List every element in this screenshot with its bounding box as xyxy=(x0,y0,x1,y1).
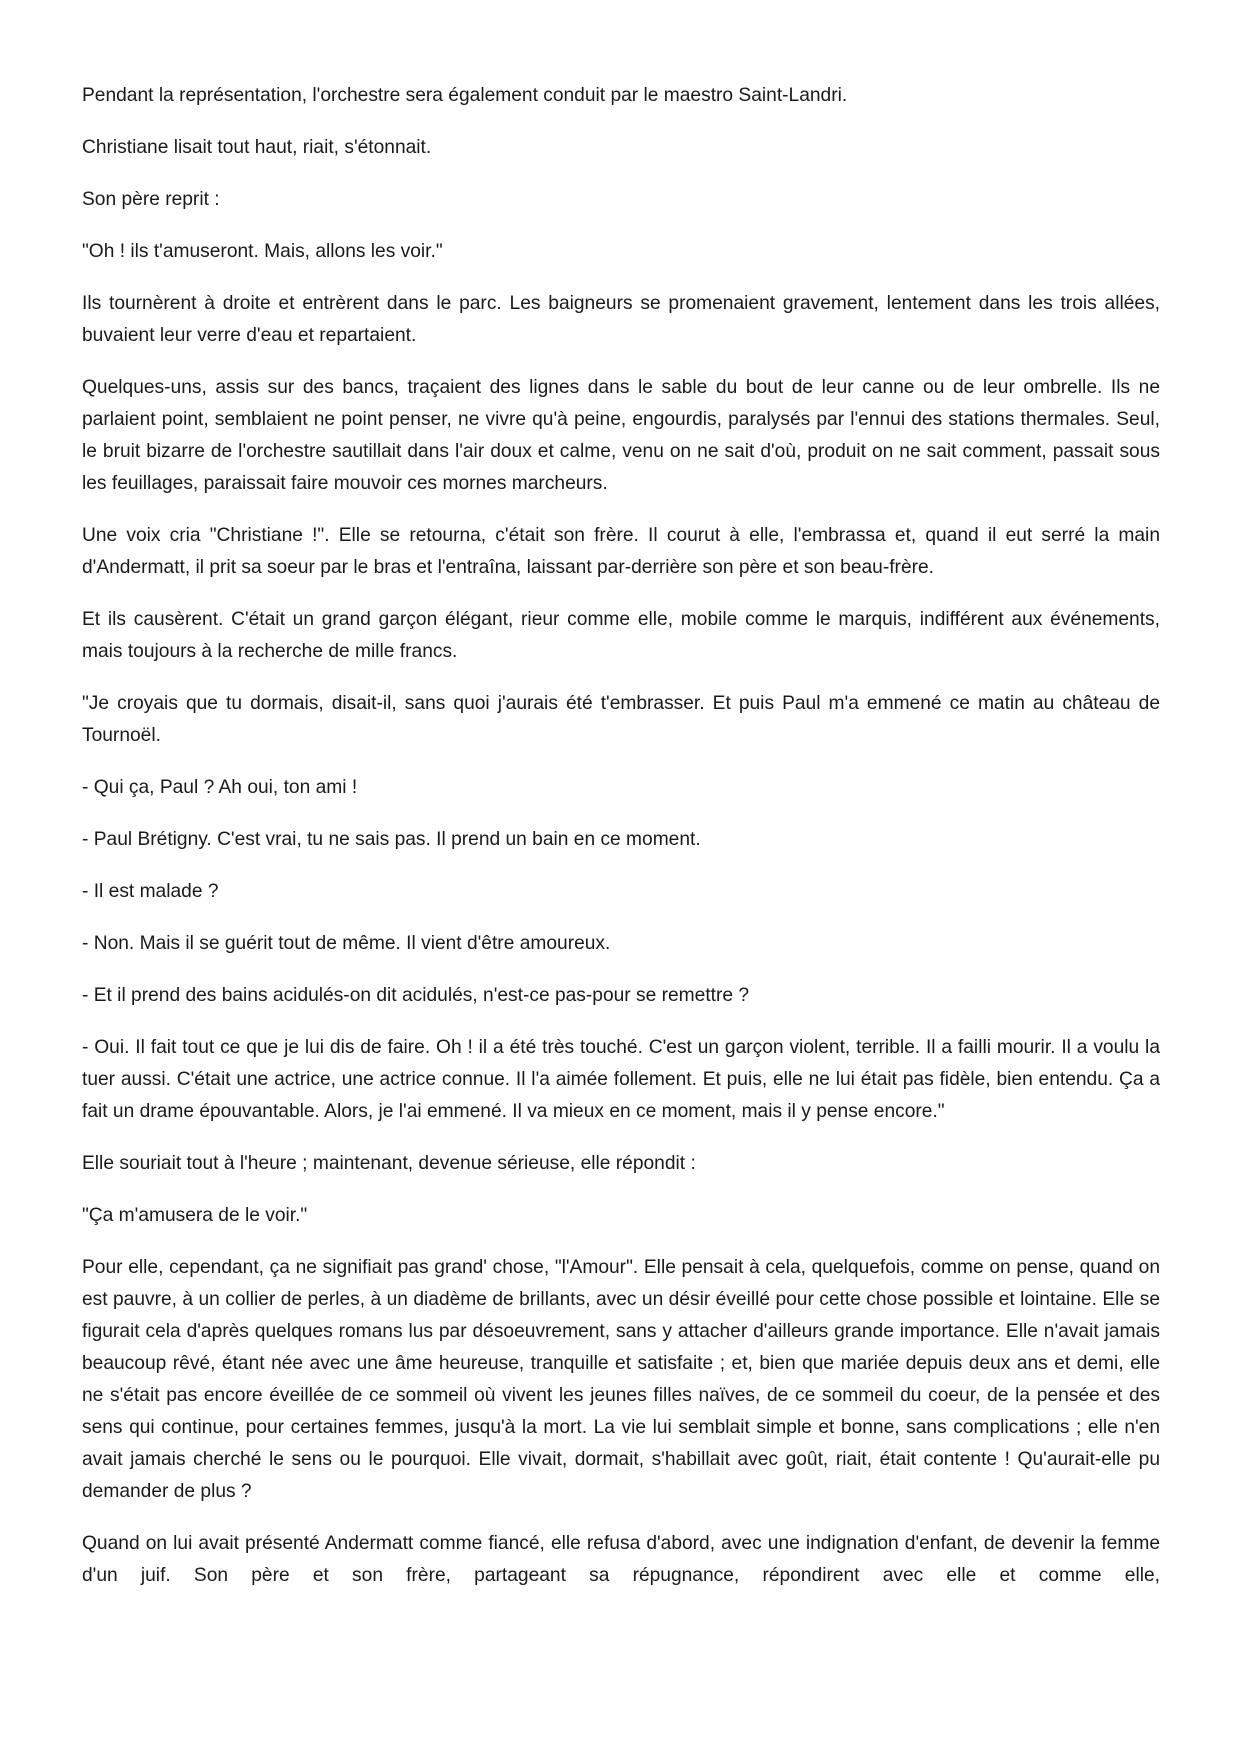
paragraph: Elle souriait tout à l'heure ; maintenant, devenue sérieuse, elle répondit : xyxy=(82,1153,696,1174)
document-page xyxy=(82,80,1160,1592)
paragraph: "Ça m'amusera de le voir." xyxy=(82,1205,308,1226)
paragraph: - Oui. Il fait tout ce que je lui dis de faire. Oh ! il a été très touché. C'est un garçon violent, terrible. Il a failli mourir. Il a voulu la tuer aussi. C'était une actrice, une actrice connue. Il l'a aimée follement. Et puis, elle ne lui était pas fidèle, bien entendu. Ça a fait un drame épouvantable. Alors, je l'ai emmené. Il va mieux en ce moment, mais il y pense encore." xyxy=(82,1037,1160,1122)
paragraph: Quand on lui avait présenté Andermatt comme fiancé, elle refusa d'abord, avec une indignation d'enfant, de devenir la femme d'un juif. Son père et son frère, partageant sa répugnance, répondirent avec elle et comme elle, xyxy=(82,1533,1160,1586)
paragraph: Quelques-uns, assis sur des bancs, traçaient des lignes dans le sable du bout de leur canne ou de leur ombrelle. Ils ne parlaient point, semblaient ne point penser, ne vivre qu'à peine, engourdis, paralysés par l'ennui des stations thermales. Seul, le bruit bizarre de l'orchestre sautillait dans l'air doux et calme, venu on ne sait d'où, produit on ne sait comment, passait sous les feuillages, paraissait faire mouvoir ces mornes marcheurs. xyxy=(82,377,1160,494)
paragraph: Ils tournèrent à droite et entrèrent dans le parc. Les baigneurs se promenaient gravement, lentement dans les trois allées, buvaient leur verre d'eau et repartaient. xyxy=(82,293,1160,346)
paragraph: - Et il prend des bains acidulés-on dit acidulés, n'est-ce pas-pour se remettre ? xyxy=(82,985,750,1006)
paragraph: Pendant la représentation, l'orchestre sera également conduit par le maestro Saint-Landri. xyxy=(82,85,848,106)
paragraph: - Non. Mais il se guérit tout de même. Il vient d'être amoureux. xyxy=(82,933,611,954)
paragraph: "Je croyais que tu dormais, disait-il, sans quoi j'aurais été t'embrasser. Et puis Paul m'a emmené ce matin au château de Tournoël. xyxy=(82,693,1160,746)
paragraph: Son père reprit : xyxy=(82,189,220,210)
paragraph: Christiane lisait tout haut, riait, s'étonnait. xyxy=(82,137,432,158)
paragraph: Et ils causèrent. C'était un grand garçon élégant, rieur comme elle, mobile comme le marquis, indifférent aux événements, mais toujours à la recherche de mille francs. xyxy=(82,609,1160,662)
paragraph: Pour elle, cependant, ça ne signifiait pas grand' chose, "l'Amour". Elle pensait à cela, quelquefois, comme on pense, quand on est pauvre, à un collier de perles, à un diadème de brillants, avec un désir éveillé pour cette chose possible et lointaine. Elle se figurait cela d'après quelques romans lus par désoeuvrement, sans y attacher d'ailleurs grande importance. Elle n'avait jamais beaucoup rêvé, étant née avec une âme heureuse, tranquille et satisfaite ; et, bien que mariée depuis deux ans et demi, elle ne s'était pas encore éveillée de ce sommeil où vivent les jeunes filles naïves, de ce sommeil du coeur, de la pensée et des sens qui continue, pour certaines femmes, jusqu'à la mort. La vie lui semblait simple et bonne, sans complications ; elle n'en avait jamais cherché le sens ou le pourquoi. Elle vivait, dormait, s'habillait avec goût, riait, était contente ! Qu'aurait-elle pu demander de plus ? xyxy=(82,1257,1160,1502)
paragraph: "Oh ! ils t'amuseront. Mais, allons les voir." xyxy=(82,241,443,262)
paragraph: - Paul Brétigny. C'est vrai, tu ne sais pas. Il prend un bain en ce moment. xyxy=(82,829,701,850)
paragraph: - Il est malade ? xyxy=(82,881,219,902)
paragraph: Une voix cria "Christiane !". Elle se retourna, c'était son frère. Il courut à elle, l'embrassa et, quand il eut serré la main d'Andermatt, il prit sa soeur par le bras et l'entraîna, laissant par-derrière son père et son beau-frère. xyxy=(82,525,1160,578)
paragraph: - Qui ça, Paul ? Ah oui, ton ami ! xyxy=(82,777,358,798)
